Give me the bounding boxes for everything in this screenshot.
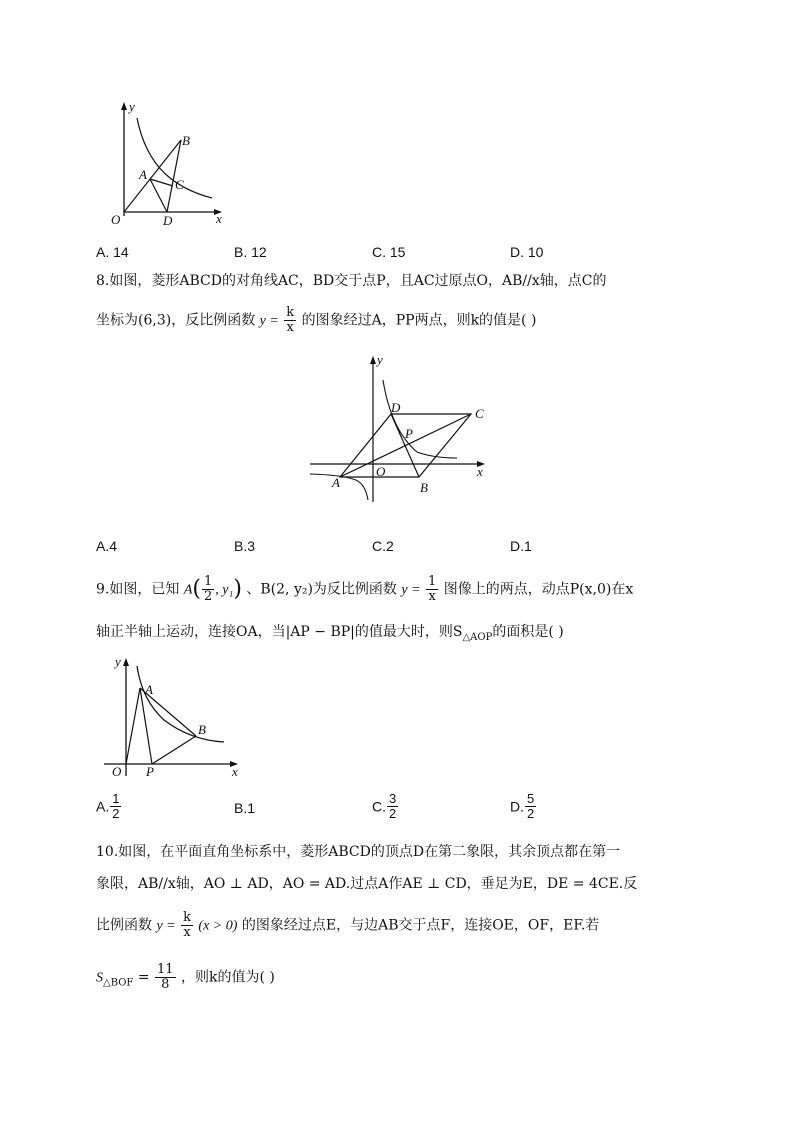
q9-label-o: O	[112, 764, 122, 779]
q9-option-c-fraction	[387, 792, 398, 821]
q7-label-b: B	[182, 133, 190, 148]
q7-label-o: O	[111, 212, 121, 227]
q8-label-p: P	[405, 426, 413, 441]
q9-point-a-den: 2	[203, 589, 213, 604]
q9-func-den: x	[428, 589, 436, 604]
q9-hyperbola	[137, 666, 224, 742]
q8-label-c: C	[475, 406, 484, 421]
q8-question-line1: 8.如图，菱形ABCD的对角线AC，BD交于点P，且AC过原点O，AB//x轴，点C的	[96, 273, 607, 289]
q8-option-c[interactable]: C.2	[372, 538, 394, 554]
q8-label-d: D	[391, 400, 401, 415]
q9-y-arrow	[123, 658, 129, 666]
q9-point-a-fraction	[202, 575, 214, 604]
q10-question-line1: 10.如图，在平面直角坐标系中，菱形ABCD的顶点D在第二象限，其余顶点都在第一	[96, 844, 621, 860]
q9-line-oa	[126, 688, 140, 764]
q9-question-line2	[96, 622, 564, 648]
q8-question-line2	[96, 306, 536, 335]
q10-line3-pre: 比例函数	[96, 917, 152, 934]
q8-label-o: O	[376, 464, 386, 479]
q8-option-b[interactable]: B.3	[234, 538, 256, 554]
q9-figure	[100, 652, 250, 782]
q9-option-a-den: 2	[112, 806, 120, 821]
q8-hyperbola-q1	[383, 380, 457, 458]
q8-func-fraction	[284, 306, 296, 335]
q9-line2-b: 的面积是( )	[492, 624, 564, 640]
q7-option-b[interactable]: B. 12	[234, 244, 267, 260]
q10-area-num: 11	[157, 962, 174, 977]
q10-func-fraction	[181, 911, 193, 940]
q10-func-num: k	[183, 910, 191, 925]
q9-label-p: P	[146, 764, 154, 779]
q10-func-lhs: y =	[156, 918, 176, 934]
q7-label-d: D	[163, 213, 173, 228]
q10-line3-post: 的图象经过点E，与边AB交于点F，连接OE，OF，EF.若	[241, 917, 600, 934]
q9-line1-a: 9.如图，已知	[96, 581, 180, 598]
q9-line-ap	[140, 688, 152, 764]
q9-option-a[interactable]	[96, 792, 122, 821]
q9-point-a-tail: , y₁	[215, 582, 234, 598]
q8-label-a: A	[332, 475, 340, 490]
q8-option-a[interactable]: A.4	[96, 538, 118, 554]
q8-func-den: x	[286, 320, 294, 335]
q8-func-lhs: y =	[259, 313, 279, 329]
q9-point-a-num: 1	[203, 574, 213, 589]
q9-option-d-prefix: D.	[510, 798, 524, 815]
q8-line2-pre: 坐标为(6,3)，反比例函数	[96, 312, 256, 329]
q8-figure	[305, 352, 495, 504]
q7-option-d[interactable]: D. 10	[510, 244, 544, 260]
q9-line1-b: 、B(2, y₂)为反比例函数	[246, 581, 397, 598]
q9-label-a: A	[145, 682, 153, 697]
q9-option-a-prefix: A.	[96, 798, 110, 815]
q10-question-line2: 象限，AB//x轴，AO ⊥ AD，AO = AD.过点A作AE ⊥ CD，垂足为E，DE = 4CE.反	[96, 876, 638, 892]
q7-line-bd	[167, 140, 181, 212]
q7-label-c: C	[175, 177, 184, 192]
q9-label-b: B	[198, 722, 206, 737]
q9-line2-sub: △AOP	[462, 631, 493, 643]
q9-question-line1: 9.如图，已知 A( $\frac{1}{2}$ , y₁) 、B(2, y₂)为反比例函数 y = $\frac{1}{x}$ 图像上的两点，动点P(x,0)在x	[96, 574, 634, 604]
q9-option-d-fraction	[525, 792, 536, 821]
q9-line-pb	[152, 736, 196, 764]
q10-question-line3	[96, 911, 599, 940]
q7-label-y: y	[129, 99, 135, 114]
q9-func-num: 1	[428, 574, 437, 589]
q7-label-x: x	[216, 211, 222, 226]
q10-area-sub: △BOF	[103, 977, 134, 989]
q8-func-num: k	[286, 305, 295, 320]
q10-func-den: x	[183, 925, 191, 940]
q10-area-symbol: S	[96, 970, 103, 986]
q9-line2-a: 轴正半轴上运动，连接OA，当|AP − BP|的值最大时，则S	[96, 624, 463, 640]
q9-func-lhs: y =	[401, 582, 421, 598]
q10-line4-post: ，则k的值为( )	[181, 969, 275, 986]
q7-y-arrow	[121, 102, 127, 110]
q9-option-a-num: 1	[112, 791, 120, 806]
q9-point-a: A	[183, 582, 193, 598]
q9-option-c-den: 2	[389, 806, 397, 821]
q10-func-cond: (x > 0)	[198, 918, 238, 934]
q9-label-y: y	[115, 654, 121, 669]
q8-diagonal-bd	[391, 414, 419, 477]
q9-option-d-num: 5	[527, 791, 535, 806]
q9-option-d-den: 2	[527, 806, 535, 821]
q8-label-y: y	[377, 352, 383, 367]
q9-option-b[interactable]	[234, 800, 255, 816]
q10-question-line4	[96, 963, 275, 993]
q7-option-c[interactable]: C. 15	[372, 244, 406, 260]
q9-option-c-prefix: C.	[372, 798, 386, 815]
q9-option-c[interactable]	[372, 792, 399, 821]
q7-option-a[interactable]: A. 14	[96, 244, 129, 260]
q8-y-arrow	[370, 356, 376, 364]
q8-label-x: x	[477, 464, 483, 479]
q9-option-c-num: 3	[389, 791, 397, 806]
q9-func-fraction	[426, 575, 438, 604]
q8-label-b: B	[420, 480, 428, 495]
q7-figure	[100, 98, 240, 228]
q8-line2-post: 的图象经过A，PP两点，则k的值是( )	[301, 312, 537, 329]
q7-line-ob	[124, 140, 181, 212]
q9-option-b-prefix: B.1	[234, 800, 256, 816]
q9-option-a-fraction	[110, 792, 121, 821]
q9-option-d[interactable]	[510, 792, 537, 821]
q8-option-d[interactable]: D.1	[510, 538, 532, 554]
q9-line1-c: 图像上的两点，动点P(x,0)在x	[443, 581, 634, 598]
q10-area-fraction	[155, 963, 176, 992]
q7-label-a: A	[139, 167, 147, 182]
q10-area-den: 8	[161, 977, 170, 992]
q10-area-eq: =	[133, 969, 150, 986]
q9-label-x: x	[232, 764, 238, 779]
